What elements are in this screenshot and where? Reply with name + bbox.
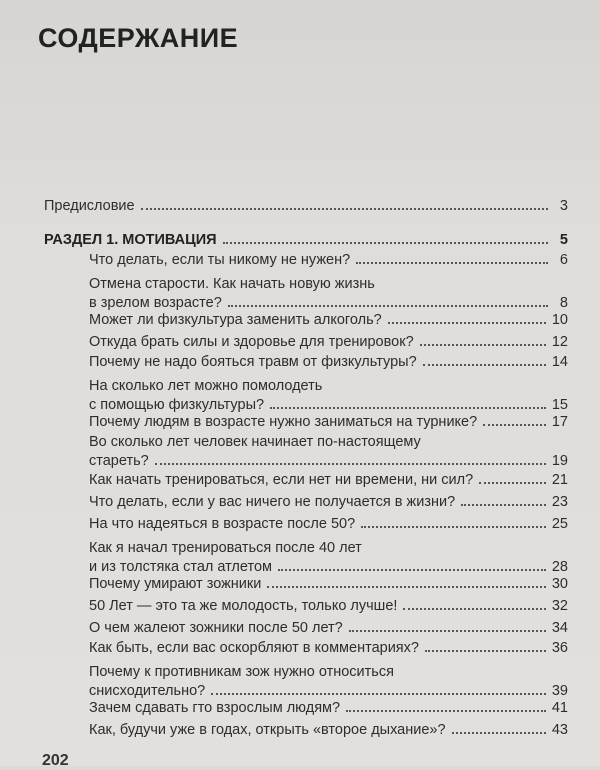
toc-entry-label: Предисловие: [44, 198, 135, 214]
toc-entry-row: [89, 598, 568, 614]
toc-entry-row: [89, 494, 568, 510]
toc-entry-label: О чем жалеют зожники после 50 лет?: [89, 620, 343, 636]
toc-entry-label: Почему не надо бояться травм от физкультуры?: [89, 354, 417, 370]
toc-page-number: 43: [551, 722, 568, 738]
toc-entry-row: [89, 722, 568, 738]
toc-page-number: 39: [551, 683, 568, 699]
toc-page-number: 21: [551, 472, 568, 488]
toc-entry-row: [89, 354, 568, 370]
toc-page-number: 17: [551, 414, 568, 430]
toc-page-number: 41: [551, 700, 568, 716]
toc-page-number: 28: [551, 559, 568, 575]
toc-entry-label: с помощью физкультуры?: [89, 397, 265, 413]
toc-page-number: 3: [559, 198, 568, 214]
toc-entry-label: снисходительно?: [89, 683, 206, 699]
toc-entry-row: [89, 683, 568, 699]
toc-page-number: 34: [551, 620, 568, 636]
toc-entry-row: [89, 397, 568, 413]
leader-dots: [223, 241, 548, 244]
toc-entry-label: Почему людям в возрасте нужно заниматься на турнике?: [89, 414, 478, 430]
toc-entry-row: [89, 620, 568, 636]
toc-page-number: 8: [559, 295, 568, 311]
leader-dots: [420, 343, 546, 346]
toc-entry-label: Как начать тренироваться, если нет ни времени, ни сил?: [89, 472, 474, 488]
section-label: РАЗДЕЛ 1. МОТИВАЦИЯ: [44, 232, 217, 248]
toc-entry-line: На сколько лет можно помолодеть: [89, 378, 323, 394]
toc-entry-label: На что надеяться в возрасте после 50?: [89, 516, 356, 532]
toc-entry-row: [89, 453, 568, 469]
toc-entry-label: в зрелом возрасте?: [89, 295, 222, 311]
toc-page-number: 15: [551, 397, 568, 413]
toc-page-number: 23: [551, 494, 568, 510]
toc-page-number: 19: [551, 453, 568, 469]
toc-page-number: 25: [551, 516, 568, 532]
toc-entry-row: [89, 334, 568, 350]
toc-entry-row: [89, 252, 568, 268]
toc-entry-label: Как, будучи уже в годах, открыть «второе дыхание»?: [89, 722, 446, 738]
toc-page-number: 32: [551, 598, 568, 614]
toc-entry-line: Отмена старости. Как начать новую жизнь: [89, 276, 375, 292]
leader-dots: [361, 525, 546, 528]
toc-entry-label: стареть?: [89, 453, 149, 469]
toc-page-number: 6: [559, 252, 568, 268]
leader-dots: [388, 321, 546, 324]
toc-page-number: 30: [551, 576, 568, 592]
toc-entry-row: [89, 576, 568, 592]
toc-page-number: 36: [551, 640, 568, 656]
section-page-number: 5: [559, 232, 568, 248]
toc-entry-row: [89, 640, 568, 656]
toc-entry-row: [89, 312, 568, 328]
toc-entry-row: [89, 700, 568, 716]
leader-dots: [452, 731, 546, 734]
toc-entry-label: и из толстяка стал атлетом: [89, 559, 272, 575]
toc-entry-row: [89, 414, 568, 430]
bleed-through-text: [40, 105, 560, 185]
leader-dots: [278, 568, 546, 571]
toc-entry-row: [89, 516, 568, 532]
leader-dots: [155, 462, 546, 465]
toc-entry-label: Откуда брать силы и здоровье для тренировок?: [89, 334, 414, 350]
leader-dots: [356, 261, 548, 264]
toc-entry-line: Во сколько лет человек начинает по-настоящему: [89, 434, 421, 450]
toc-entry-label: Что делать, если ты никому не нужен?: [89, 252, 351, 268]
toc-entry-label: Может ли физкультура заменить алкоголь?: [89, 312, 382, 328]
toc-page-number: 14: [551, 354, 568, 370]
leader-dots: [461, 503, 546, 506]
leader-dots: [346, 709, 546, 712]
page-title: СОДЕРЖАНИЕ: [38, 23, 239, 53]
leader-dots: [228, 304, 548, 307]
toc-entry-label: Почему умирают зожники: [89, 576, 262, 592]
toc-page-number: 12: [551, 334, 568, 350]
leader-dots: [483, 423, 546, 426]
toc-entry-label: Как быть, если вас оскорбляют в комментариях?: [89, 640, 419, 656]
leader-dots: [270, 406, 546, 409]
toc-page-number: 10: [551, 312, 568, 328]
page-number-footer: 202: [42, 752, 69, 769]
leader-dots: [267, 585, 546, 588]
leader-dots: [423, 363, 546, 366]
leader-dots: [403, 607, 545, 610]
leader-dots: [479, 481, 546, 484]
toc-entry-row: [89, 559, 568, 575]
leader-dots: [211, 692, 546, 695]
toc-entry-label: Зачем сдавать гто взрослым людям?: [89, 700, 341, 716]
leader-dots: [141, 207, 548, 210]
toc-entry-line: Почему к противникам зож нужно относиться: [89, 664, 394, 680]
toc-entry-line: Как я начал тренироваться после 40 лет: [89, 540, 362, 556]
toc-entry-label: 50 Лет — это та же молодость, только лучше!: [89, 598, 398, 614]
toc-entry-label: Что делать, если у вас ничего не получается в жизни?: [89, 494, 456, 510]
toc-entry-row: [89, 472, 568, 488]
leader-dots: [349, 629, 546, 632]
leader-dots: [425, 649, 546, 652]
toc-entry-row: [89, 295, 568, 311]
